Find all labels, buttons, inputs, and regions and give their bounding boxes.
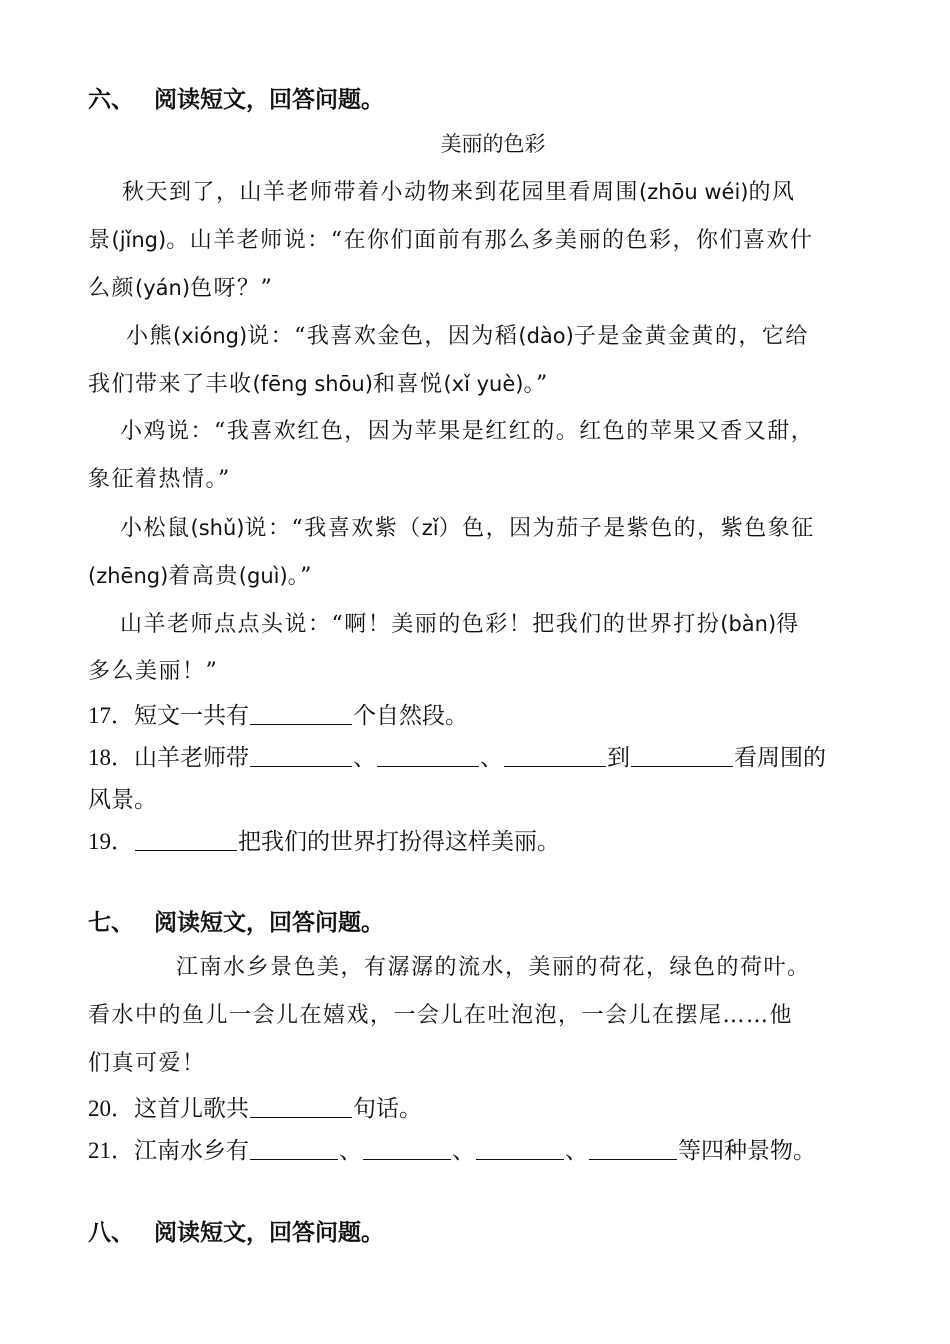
text-span: 么颜 bbox=[88, 276, 136, 301]
text-span: 秋天到了，山羊老师带着小动物来到花园里看周围 bbox=[122, 180, 640, 205]
story-paragraph-5-line-1 bbox=[120, 608, 800, 641]
question-18-line-2: 风景。 bbox=[88, 787, 157, 812]
pinyin: (shǔ) bbox=[190, 516, 245, 540]
question-21 bbox=[88, 1135, 816, 1167]
section-8-number: 八、 bbox=[88, 1220, 134, 1246]
story-paragraph-5-line-2: 多么美丽！” bbox=[88, 659, 219, 684]
story-paragraph-4-line-2 bbox=[88, 560, 313, 593]
text-span: 个自然段。 bbox=[353, 703, 468, 728]
text-span: 这首儿歌共 bbox=[134, 1096, 249, 1121]
pinyin: (guì) bbox=[238, 564, 288, 588]
text-span: 的风 bbox=[748, 180, 796, 205]
text-span: 子是金黄金黄的，它给 bbox=[573, 324, 809, 349]
story-paragraph-2-line-1 bbox=[126, 320, 809, 353]
story-paragraph-4-line-1 bbox=[120, 512, 815, 545]
answer-blank[interactable] bbox=[631, 744, 733, 767]
text-span: ）色，因为茄子是紫色的，紫色象征 bbox=[438, 516, 815, 541]
question-18-line-1 bbox=[88, 742, 826, 774]
text-span: 得 bbox=[776, 612, 800, 637]
answer-blank[interactable] bbox=[135, 828, 237, 851]
story-paragraph-3-line-1: 小鸡说：“我喜欢红色，因为苹果是红红的。红色的苹果又香又甜， bbox=[120, 419, 815, 444]
answer-blank[interactable] bbox=[250, 702, 352, 725]
text-span: 小熊 bbox=[126, 324, 174, 349]
question-number: 17． bbox=[88, 703, 134, 728]
text-span: 小松鼠 bbox=[120, 516, 191, 541]
text-span: 江南水乡有 bbox=[134, 1138, 249, 1163]
story-paragraph-1-line-2 bbox=[88, 224, 813, 257]
answer-blank[interactable] bbox=[589, 1137, 677, 1160]
text-span: 说：“我喜欢金色，因为稻 bbox=[247, 324, 519, 349]
story-paragraph-2-line-2 bbox=[88, 368, 549, 401]
text-span: 等四种景物。 bbox=[678, 1138, 816, 1163]
text-span: 山羊老师点点头说：“啊！美丽的色彩！把我们的世界打扮 bbox=[120, 612, 721, 637]
pinyin: (fēng shōu) bbox=[252, 372, 373, 396]
text-span: 、 bbox=[565, 1138, 588, 1163]
answer-blank[interactable] bbox=[363, 1137, 451, 1160]
pinyin: zǐ bbox=[421, 516, 439, 540]
text-span: 。” bbox=[287, 564, 313, 589]
answer-blank[interactable] bbox=[504, 744, 606, 767]
text-span: 我们带来了丰收 bbox=[88, 372, 253, 397]
question-number: 21． bbox=[88, 1138, 134, 1163]
question-number: 20． bbox=[88, 1096, 134, 1121]
answer-blank[interactable] bbox=[476, 1137, 564, 1160]
passage-7-line-1: 江南水乡景色美，有潺潺的流水，美丽的荷花，绿色的荷叶。 bbox=[176, 955, 811, 980]
question-number: 18． bbox=[88, 745, 134, 770]
story-paragraph-1-line-1 bbox=[122, 176, 796, 209]
text-span: 说：“我喜欢紫（ bbox=[244, 516, 422, 541]
answer-blank[interactable] bbox=[250, 1137, 338, 1160]
section-8-heading-text: 阅读短文，回答问题。 bbox=[154, 1220, 384, 1246]
passage-7-line-2: 看水中的鱼儿一会儿在嬉戏，一会儿在吐泡泡，一会儿在摆尾……他 bbox=[88, 1003, 794, 1028]
text-span: 。山羊老师说：“在你们面前有那么多美丽的色彩，你们喜欢什 bbox=[166, 228, 814, 253]
pinyin: (dào) bbox=[518, 324, 574, 348]
section-6-heading-text: 阅读短文，回答问题。 bbox=[154, 87, 384, 113]
text-span: 和喜悦 bbox=[372, 372, 444, 397]
section-7-number: 七、 bbox=[88, 910, 134, 936]
pinyin: (bàn) bbox=[720, 612, 777, 636]
text-span: 到 bbox=[607, 745, 630, 770]
text-span: 。” bbox=[523, 372, 549, 397]
question-20 bbox=[88, 1093, 422, 1125]
text-span: 景 bbox=[88, 228, 112, 253]
question-number: 19． bbox=[88, 829, 134, 854]
text-span: 山羊老师带 bbox=[134, 745, 249, 770]
pinyin: (zhōu wéi) bbox=[639, 180, 749, 204]
pinyin: (xǐ yuè) bbox=[443, 372, 524, 396]
question-17 bbox=[88, 700, 468, 732]
text-span: 、 bbox=[452, 1138, 475, 1163]
story-title: 美丽的色彩 bbox=[440, 132, 546, 156]
pinyin: (yán) bbox=[135, 276, 191, 300]
pinyin: (zhēng) bbox=[88, 564, 169, 588]
answer-blank[interactable] bbox=[250, 1095, 352, 1118]
section-8-heading bbox=[88, 1217, 384, 1249]
text-span: 、 bbox=[339, 1138, 362, 1163]
pinyin: (jǐng) bbox=[111, 228, 167, 252]
question-19 bbox=[88, 826, 560, 858]
section-7-heading bbox=[88, 907, 384, 939]
answer-blank[interactable] bbox=[250, 744, 352, 767]
text-span: 、 bbox=[353, 745, 376, 770]
pinyin: (xióng) bbox=[173, 324, 248, 348]
text-span: 着高贵 bbox=[168, 564, 239, 589]
story-paragraph-1-line-3 bbox=[88, 272, 273, 305]
text-span: 句话。 bbox=[353, 1096, 422, 1121]
passage-7-line-3: 们真可爱！ bbox=[88, 1051, 206, 1076]
story-paragraph-3-line-2: 象征着热情。” bbox=[88, 467, 231, 492]
answer-blank[interactable] bbox=[377, 744, 479, 767]
text-span: 把我们的世界打扮得这样美丽。 bbox=[238, 829, 560, 854]
section-7-heading-text: 阅读短文，回答问题。 bbox=[154, 910, 384, 936]
text-span: 色呀？” bbox=[190, 276, 274, 301]
text-span: 短文一共有 bbox=[134, 703, 249, 728]
section-6-heading bbox=[88, 84, 384, 116]
section-6-number: 六、 bbox=[88, 87, 134, 113]
text-span: 、 bbox=[480, 745, 503, 770]
text-span: 看周围的 bbox=[734, 745, 826, 770]
